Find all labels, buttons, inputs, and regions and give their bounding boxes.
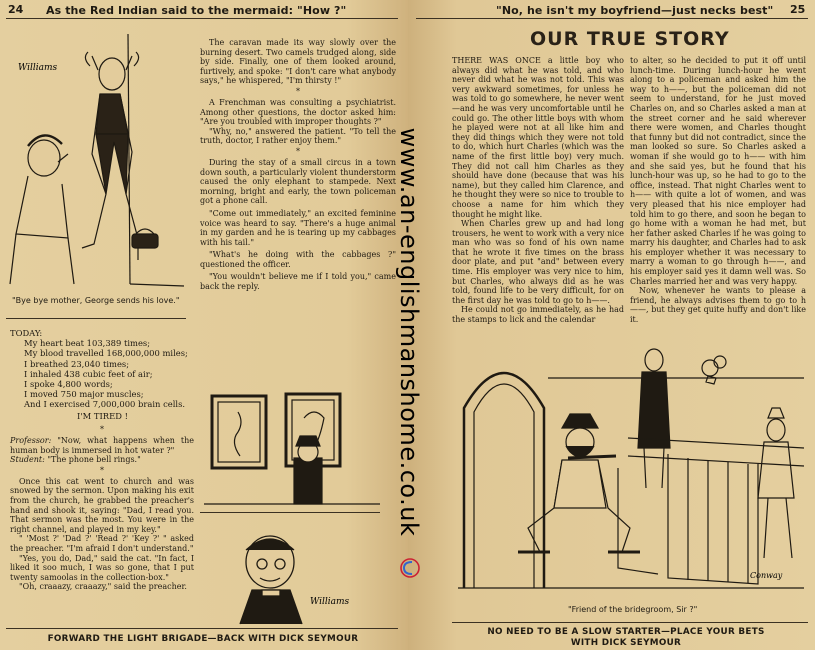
church-cartoon-caption: "Friend of the bridegroom, Sir ?" — [568, 605, 698, 614]
today-item: My blood travelled 168,000,000 miles; — [24, 348, 188, 359]
joke-circus-3: "What's he doing with the cabbages ?" questioned the officer. — [200, 250, 396, 269]
cartoon1-caption: "Bye bye mother, George sends his love." — [12, 296, 180, 305]
cartoon-church-illustration — [458, 338, 804, 594]
today-item: I moved 750 major muscles; — [24, 389, 144, 400]
today-label: TODAY: — [10, 328, 43, 338]
joke-circus-1: During the stay of a small circus in a town down south, a particularly violent thunderstorm caused the only elephant to stampede. Next morning, bright and early, the town policeman got a phone call. — [200, 157, 396, 206]
right-page-number: 25 — [790, 3, 806, 16]
website-watermark — [396, 112, 422, 552]
today-item: I breathed 23,040 times; — [24, 358, 130, 369]
right-page — [408, 0, 815, 650]
right-page-header: "No, he isn't my boyfriend—just necks best" — [496, 4, 774, 17]
joke-frenchman-2: "Why, no," answered the patient. "To tell the truth, doctor, I rather enjoy them." — [200, 126, 396, 146]
joke-circus-4: "You wouldn't believe me if I told you," came back the reply. — [200, 272, 396, 292]
left-page-footer: FORWARD THE LIGHT BRIGADE—BACK WITH DICK SEYMOUR — [47, 634, 359, 644]
left-lower-column — [10, 424, 194, 592]
right-footer-rule — [452, 622, 808, 623]
cat-story-2: " 'Most ?' 'Dad ?' 'Read ?' 'Key ?' " asked the preacher. "I'm afraid I don't understand." — [10, 534, 194, 553]
watermark-text: www.an-englishmanshome.co.uk — [395, 127, 423, 537]
professor-text: "Now, what happens when the human body is immersed in hot water ?" — [10, 436, 194, 455]
story-para-3: He could not go immediately, as he had the stamps to lick and the calendar — [452, 305, 624, 325]
professor-label: Professor: — [10, 436, 52, 445]
cat-story-1: Once this cat went to church and was snowed by the sermon. Upon making his exit from the church, he grabbed the preacher's hand and shook it, saying: "Dad, I read you. That sermon was the most. You were in the right channel, and played in my key." — [10, 476, 194, 534]
left-header-rule — [6, 18, 398, 19]
joke-circus-2: "Come out immediately," an excited feminine voice was heard to say. "There's a huge animal in my garden and he is tearing up my cabbages with his tail." — [200, 208, 396, 247]
cat-story-4: "Oh, craaazy, craaazy," said the preacher. — [19, 582, 187, 592]
left-page-header: As the Red Indian said to the mermaid: "How ?" — [46, 4, 347, 17]
story-para-4: to alter, so he decided to put it off until lunch-time. During lunch-hour he went along to a policeman and asked him the way to h——, but the policeman did not seem to understand, for he just moved Charles on, and so Charles asked a man at the street corner and he said wherever there were women, and Charles thought that funny but did not contradict, since the man looked so sure. So Charles asked a woman if she would go to h—— with him and she said yes, but he found that his lunch-hour was up, so he had to go to the office, instead. That night Charles went to h—— with quite a lot of women, and was very pleased that his nice employer had told him to go there, and soon he began to go home with a woman he had met, but her father asked Charles if he was going to marry his daughter, and Charles had to ask his employer whether it was necessary to marry a woman to go through h——, and his employer said yes it damn well was. So Charles married her and was very happy. — [630, 56, 806, 286]
caption-rule — [6, 318, 186, 319]
gallery-rule — [200, 512, 380, 513]
today-list — [10, 328, 195, 421]
right-footer-line-2: WITH DICK SEYMOUR — [570, 638, 682, 648]
separator-star: * — [296, 86, 300, 96]
cartoon-vicar-illustration — [232, 516, 372, 626]
left-footer-rule — [6, 628, 398, 629]
professor-line — [10, 436, 194, 455]
story-para-5: Now, whenever he wants to please a friend, he always advises them to go to h——, but they get quite huffy and don't like it. — [630, 286, 806, 325]
right-footer-line-1: NO NEED TO BE A SLOW STARTER—PLACE YOUR BETS — [487, 627, 765, 637]
cartoon-gallery-illustration — [204, 388, 380, 506]
right-page-footer — [438, 627, 814, 649]
student-label: Student: — [10, 455, 45, 465]
left-page-number: 24 — [8, 3, 24, 16]
separator-star: * — [100, 465, 104, 475]
today-item: I inhaled 438 cubic feet of air; — [24, 368, 153, 379]
joke-frenchman-1: A Frenchman was consulting a psychiatrist. Among other questions, the doctor asked him: "Are you troubled with improper thoughts ?" — [200, 97, 396, 127]
today-item: My heart beat 103,389 times; — [24, 338, 151, 349]
student-text: "The phone bell rings." — [47, 455, 141, 465]
cartoon1-signature: Williams — [18, 63, 58, 73]
cartoon2-signature: Williams — [310, 597, 350, 607]
student-line — [10, 455, 194, 465]
today-item: And I exercised 7,000,000 brain cells. — [24, 399, 186, 410]
cartoon-phone-illustration — [8, 34, 184, 292]
separator-star: * — [296, 146, 300, 156]
right-header-rule — [416, 18, 808, 19]
story-column-2 — [630, 56, 806, 325]
today-item: I spoke 4,800 words; — [24, 379, 113, 390]
story-para-1: THERE WAS ONCE a little boy who always did what he was told, and who never did what he was not told. This was very awkward sometimes, for unless he was told to go somewhere, he never went—and he was very uncomfortable until he could go. The other little boys with whom he played were not at all like him and they did things which they were not told to do, which hurt Charles (which was the name of the first little boy) very much. They did not call him Charles as they should have done (because that was his name), but they called him Clarence, and he thought they were so nice to trouble to choose a name for him which they thought he might like. — [452, 56, 624, 219]
cartoon-church-signature: Conway — [750, 571, 783, 580]
story-title: OUR TRUE STORY — [530, 28, 730, 50]
story-para-2: When Charles grew up and had long trousers, he went to work with a very nice man who was so fond of his own name that he wrote it five times on the brass door plate, and put "and" between every time. His employer was very nice to him, but Charles, who always did as he was told, found life to be very difficult, for on the first day he was told to go to h——. — [452, 219, 624, 305]
tired-line: I'M TIRED ! — [77, 410, 128, 421]
watermark-logo-icon — [398, 556, 422, 580]
cat-story-3: "Yes, you do, Dad," said the cat. "In fact, I liked it soo much, I was so gone, that I put twenty samoolas in the collection-box." — [10, 553, 194, 582]
joke-camels: The caravan made its way slowly over the burning desert. Two camels trudged along, side by side. Finally, one of them looked around, furtively, and spoke: "I don't care what anybody says," he whispered, "I'm thirsty !" — [200, 38, 396, 86]
left-page-jokes-column — [200, 38, 396, 292]
story-column-1 — [452, 56, 624, 325]
separator-star: * — [100, 425, 104, 434]
